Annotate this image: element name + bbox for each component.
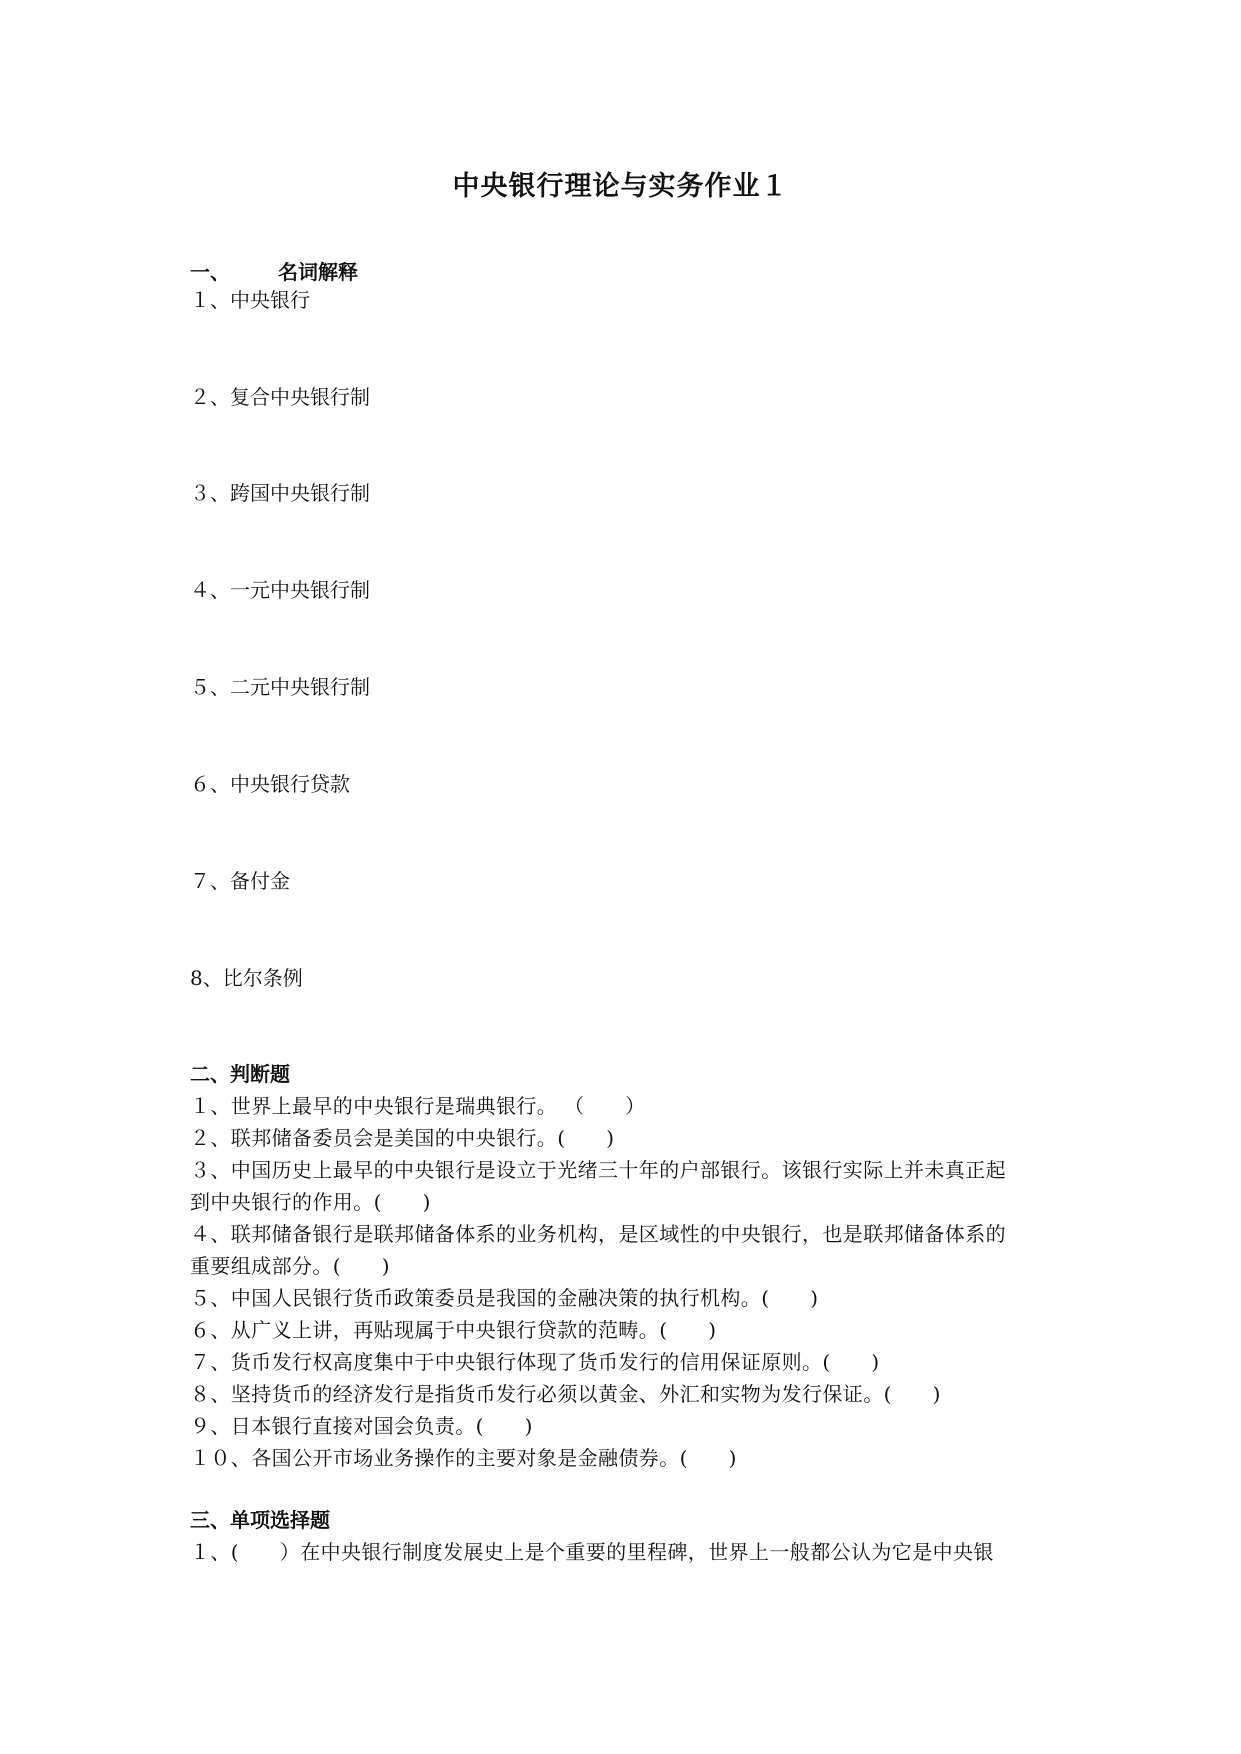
judgement-line: 到中央银行的作用。( )	[190, 1190, 431, 1214]
judgement-line: ６、从广义上讲，再贴现属于中央银行贷款的范畴。( )	[190, 1318, 717, 1342]
judgement-line: ７、货币发行权高度集中于中央银行体现了货币发行的信用保证原则。( )	[190, 1350, 880, 1374]
term-item: ７、备付金	[190, 869, 290, 893]
term-item: ６、中央银行贷款	[190, 772, 350, 796]
judgement-line: ３、中国历史上最早的中央银行是设立于光绪三十年的户部银行。该银行实际上并未真正起	[190, 1158, 1006, 1182]
section1-number: 一、	[190, 260, 230, 284]
judgement-line: ９、日本银行直接对国会负责。( )	[190, 1414, 533, 1438]
judgement-line: ５、中国人民银行货币政策委员是我国的金融决策的执行机构。( )	[190, 1286, 819, 1310]
judgement-line: １０、各国公开市场业务操作的主要对象是金融债券。( )	[190, 1446, 737, 1470]
page-title: 中央银行理论与实务作业１	[452, 171, 789, 202]
section3-heading: 三、单项选择题	[190, 1508, 330, 1532]
section2-heading: 二、判断题	[190, 1062, 290, 1086]
term-item: 8、比尔条例	[190, 966, 303, 990]
section1-title: 名词解释	[278, 260, 358, 284]
judgement-line: １、世界上最早的中央银行是瑞典银行。 （ ）	[190, 1094, 646, 1118]
judgement-line: 重要组成部分。( )	[190, 1254, 391, 1278]
choice-line: １、( ）在中央银行制度发展史上是个重要的里程碑，世界上一般都公认为它是中央银	[190, 1540, 994, 1564]
section1-heading	[190, 256, 358, 285]
judgement-line: ４、联邦储备银行是联邦储备体系的业务机构，是区域性的中央银行，也是联邦储备体系的	[190, 1222, 1006, 1246]
term-item: ５、二元中央银行制	[190, 675, 370, 699]
term-item: ４、一元中央银行制	[190, 578, 370, 602]
term-item: ２、复合中央银行制	[190, 385, 370, 409]
term-item: ３、跨国中央银行制	[190, 481, 370, 505]
judgement-line: ２、联邦储备委员会是美国的中央银行。( )	[190, 1126, 615, 1150]
judgement-line: ８、坚持货币的经济发行是指货币发行必须以黄金、外汇和实物为发行保证。( )	[190, 1382, 941, 1406]
term-item: １、中央银行	[190, 288, 310, 312]
